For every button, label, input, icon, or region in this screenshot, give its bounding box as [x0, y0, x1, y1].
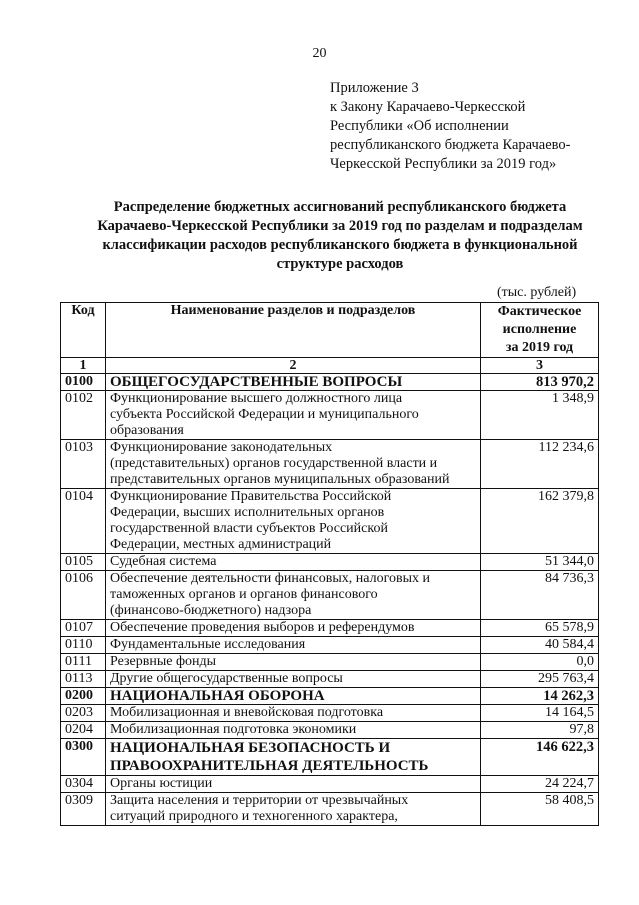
- row-name-line: Обеспечение проведения выборов и референдумов: [110, 620, 415, 635]
- row-name: [106, 671, 481, 688]
- table-header-row: [61, 303, 599, 358]
- row-code: 0100: [61, 374, 106, 391]
- row-name: [106, 654, 481, 671]
- row-name-line: Защита населения и территории от чрезвычайных: [110, 793, 409, 808]
- appendix-line: Приложение 3: [330, 80, 419, 96]
- table-row: [61, 489, 599, 554]
- row-name-line: представительных органов муниципальных образований: [110, 472, 450, 487]
- row-name-line: ситуаций природного и техногенного характера,: [110, 809, 398, 824]
- row-code: 0204: [61, 722, 106, 739]
- document-title: [60, 198, 620, 274]
- appendix-line: республиканского бюджета Карачаево-: [330, 137, 571, 153]
- table-row: [61, 440, 599, 489]
- section-row: [61, 688, 599, 705]
- row-name-line: Мобилизационная и вневойсковая подготовка: [110, 705, 384, 720]
- row-value: 14 164,5: [481, 705, 599, 722]
- row-value: 58 408,5: [481, 793, 599, 826]
- row-value: 162 379,8: [481, 489, 599, 554]
- row-name-line: Другие общегосударственные вопросы: [110, 671, 343, 686]
- table-row: [61, 654, 599, 671]
- row-name-line: Органы юстиции: [110, 776, 213, 791]
- row-code: 0104: [61, 489, 106, 554]
- row-value: 1 348,9: [481, 391, 599, 440]
- row-value: 295 763,4: [481, 671, 599, 688]
- row-value: 24 224,7: [481, 776, 599, 793]
- header-name: Наименование разделов и подразделов: [106, 303, 481, 358]
- table-row: [61, 637, 599, 654]
- table-row: [61, 793, 599, 826]
- row-name: [106, 554, 481, 571]
- row-name-line: ПРАВООХРАНИТЕЛЬНАЯ ДЕЯТЕЛЬНОСТЬ: [110, 758, 429, 774]
- row-name: [106, 637, 481, 654]
- row-name: [106, 620, 481, 637]
- row-code: 0111: [61, 654, 106, 671]
- table-row: [61, 620, 599, 637]
- row-name: [106, 793, 481, 826]
- row-name: [106, 440, 481, 489]
- table-body: [61, 374, 599, 826]
- row-name: [106, 705, 481, 722]
- row-value: 40 584,4: [481, 637, 599, 654]
- row-code: 0103: [61, 440, 106, 489]
- row-code: 0102: [61, 391, 106, 440]
- row-name: [106, 489, 481, 554]
- row-name-line: Функционирование высшего должностного лица: [110, 391, 403, 406]
- row-name: [106, 722, 481, 739]
- row-code: 0113: [61, 671, 106, 688]
- table-row: [61, 571, 599, 620]
- appendix-reference: [330, 79, 620, 174]
- row-name-line: таможенных органов и органов финансового: [110, 587, 378, 602]
- row-name-line: (представительных) органов государственной власти и: [110, 456, 438, 471]
- title-line: структуре расходов: [276, 256, 404, 272]
- row-name-line: государственной власти субъектов Российской: [110, 521, 388, 536]
- row-name-line: Мобилизационная подготовка экономики: [110, 722, 357, 737]
- row-name-line: Функционирование законодательных: [110, 440, 333, 455]
- section-row: [61, 374, 599, 391]
- row-name-line: НАЦИОНАЛЬНАЯ ОБОРОНА: [110, 688, 325, 704]
- row-name: [106, 391, 481, 440]
- table-row: [61, 776, 599, 793]
- row-value: 0,0: [481, 654, 599, 671]
- row-name-line: НАЦИОНАЛЬНАЯ БЕЗОПАСНОСТЬ И: [110, 740, 391, 756]
- row-value: 65 578,9: [481, 620, 599, 637]
- table-row: [61, 391, 599, 440]
- column-number: 2: [106, 358, 481, 374]
- page-number: 20: [312, 46, 327, 61]
- column-number-row: [61, 358, 599, 374]
- row-code: 0106: [61, 571, 106, 620]
- title-line: Карачаево-Черкесской Республики за 2019 год по разделам и подразделам: [97, 218, 583, 234]
- row-code: 0300: [61, 739, 106, 776]
- row-code: 0304: [61, 776, 106, 793]
- units-note: (тыс. рублей): [497, 285, 577, 300]
- section-row: [61, 739, 599, 776]
- column-number: 1: [61, 358, 106, 374]
- row-value: 112 234,6: [481, 440, 599, 489]
- row-value: 146 622,3: [481, 739, 599, 776]
- row-value: 84 736,3: [481, 571, 599, 620]
- appendix-line: Черкесской Республики за 2019 год»: [330, 156, 557, 172]
- row-name-line: Резервные фонды: [110, 654, 217, 669]
- row-name-line: Судебная система: [110, 554, 217, 569]
- row-value: 97,8: [481, 722, 599, 739]
- appendix-line: к Закону Карачаево-Черкесской: [330, 99, 526, 115]
- title-line: классификации расходов республиканского бюджета в функциональной: [102, 237, 578, 253]
- header-code: Код: [61, 303, 106, 358]
- header-value: [481, 303, 599, 358]
- row-value: 813 970,2: [481, 374, 599, 391]
- row-name-line: субъекта Российской Федерации и муниципального: [110, 407, 419, 422]
- table-row: [61, 671, 599, 688]
- row-code: 0203: [61, 705, 106, 722]
- row-name-line: образования: [110, 423, 184, 438]
- column-number: 3: [481, 358, 599, 374]
- row-name-line: (финансово-бюджетного) надзора: [110, 603, 312, 618]
- table-row: [61, 705, 599, 722]
- row-name-line: Обеспечение деятельности финансовых, налоговых и: [110, 571, 430, 586]
- row-code: 0200: [61, 688, 106, 705]
- row-name-line: ОБЩЕГОСУДАРСТВЕННЫЕ ВОПРОСЫ: [110, 374, 403, 390]
- row-code: 0107: [61, 620, 106, 637]
- title-line: Распределение бюджетных ассигнований республиканского бюджета: [113, 199, 567, 215]
- row-code: 0105: [61, 554, 106, 571]
- row-name-line: Фундаментальные исследования: [110, 637, 306, 652]
- row-code: 0309: [61, 793, 106, 826]
- row-name-line: Федерации, местных администраций: [110, 537, 332, 552]
- table-row: [61, 554, 599, 571]
- row-value: 14 262,3: [481, 688, 599, 705]
- row-name-line: Федерации, высших исполнительных органов: [110, 505, 385, 520]
- row-code: 0110: [61, 637, 106, 654]
- row-name-line: Функционирование Правительства Российской: [110, 489, 392, 504]
- row-name: [106, 374, 481, 391]
- row-value: 51 344,0: [481, 554, 599, 571]
- row-name: [106, 571, 481, 620]
- appendix-line: Республики «Об исполнении: [330, 118, 509, 134]
- row-name: [106, 739, 481, 776]
- budget-table: [60, 302, 599, 826]
- header-value-line: за 2019 год: [505, 340, 574, 355]
- row-name: [106, 688, 481, 705]
- header-value-line: исполнение: [502, 322, 577, 337]
- row-name: [106, 776, 481, 793]
- header-value-line: Фактическое: [497, 304, 582, 319]
- table-row: [61, 722, 599, 739]
